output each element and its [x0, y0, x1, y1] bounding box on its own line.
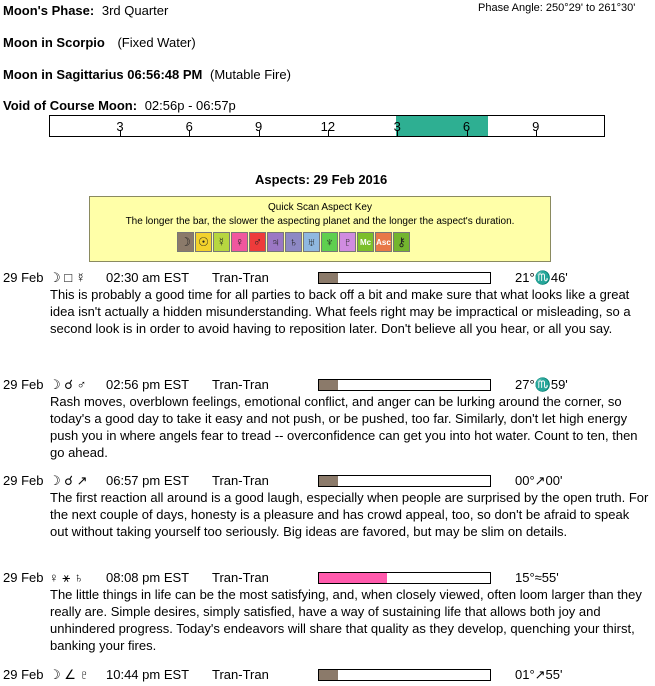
aspect-position: 27°♏59' — [515, 377, 568, 392]
void-of-course-value: 02:56p - 06:57p — [144, 98, 236, 113]
timeline-tick-label: 12 — [320, 119, 336, 134]
aspect-description: Rash moves, overblown feelings, emotional conflict, and anger can be lurking around the corner, so today's a good day to take it easy and not push, or be pushed, too far. Similarly, don't let high energy push you in where angels fear to tread -- overconfidence can get you into hot water. Count to ten, then go ahead. — [50, 394, 638, 460]
aspect-duration-bar — [318, 572, 491, 584]
aspect-kind: Tran-Tran — [212, 473, 269, 488]
uranus-icon: ♅ — [303, 232, 320, 252]
aspect-glyphs: ♀ ⚹ ♄ — [49, 570, 84, 585]
aspect-date: 29 Feb — [3, 473, 44, 488]
aspect-date: 29 Feb — [3, 667, 44, 682]
void-of-course — [3, 98, 236, 113]
aspect-glyphs: ☽ ☌ ♂ — [49, 377, 87, 392]
aspect-glyphs: ☽ □ ☿ — [49, 270, 86, 285]
timeline-tick-label: 6 — [462, 119, 471, 134]
aspect-key-description: The longer the bar, the slower the aspecting planet and the longer the aspect's duration. — [125, 216, 515, 227]
timeline-tick-label: 6 — [185, 119, 193, 134]
void-timeline — [49, 115, 605, 137]
ascendant-icon: Asc — [375, 232, 392, 252]
sun-icon: ☉ — [195, 232, 212, 252]
aspect-duration-fill — [319, 380, 338, 390]
timeline-tick-label: 3 — [116, 119, 124, 134]
moon-sign-first-detail: (Fixed Water) — [117, 35, 196, 50]
aspect-time: 02:56 pm EST — [106, 377, 190, 392]
aspect-glyphs: ☽ ☌ ↗ — [49, 473, 88, 488]
aspect-key-glyphs — [177, 232, 411, 252]
venus-icon: ♀ — [231, 232, 248, 252]
aspect-position: 01°↗55' — [515, 667, 563, 682]
aspect-date: 29 Feb — [3, 377, 44, 392]
midheaven-icon: Mc — [357, 232, 374, 252]
aspect-position: 00°↗00' — [515, 473, 563, 488]
aspect-kind: Tran-Tran — [212, 270, 269, 285]
aspect-position: 21°♏46' — [515, 270, 568, 285]
aspect-time: 10:44 pm EST — [106, 667, 190, 682]
aspect-duration-fill — [319, 273, 338, 283]
pluto-icon: ♇ — [339, 232, 356, 252]
aspect-duration-bar — [318, 272, 491, 284]
chiron-icon: ⚷ — [393, 232, 410, 252]
aspect-description: The first reaction all around is a good laugh, especially when people are surprised by the open truth. For the next couple of days, honesty is a pleasure and has crowd appeal, too, so don't be afraid to speak out without taking yourself too seriously. Big ideas are favored, but may be slim on details. — [50, 490, 649, 539]
neptune-icon: ♆ — [321, 232, 338, 252]
mercury-icon: ☿ — [213, 232, 230, 252]
moon-phase — [3, 3, 168, 18]
aspect-key — [89, 196, 551, 262]
aspect-key-title: Quick Scan Aspect Key — [268, 202, 372, 213]
aspects-title: Aspects: 29 Feb 2016 — [255, 172, 388, 187]
timeline-tick-label: 9 — [254, 119, 263, 134]
aspect-duration-bar — [318, 475, 491, 487]
aspect-time: 06:57 pm EST — [106, 473, 190, 488]
mars-icon: ♂ — [249, 232, 266, 252]
aspect-kind: Tran-Tran — [212, 667, 269, 682]
phase-angle: Phase Angle: 250°29' to 261°30' — [478, 2, 636, 14]
moon-phase-value: 3rd Quarter — [101, 3, 169, 18]
aspect-duration-bar — [318, 669, 491, 681]
aspect-duration-fill — [319, 573, 387, 583]
aspect-glyphs: ☽ ∠ ♇ — [49, 667, 90, 682]
moon-sign-second — [3, 67, 291, 82]
timeline-tick-label: 3 — [393, 119, 401, 134]
jupiter-icon: ♃ — [267, 232, 284, 252]
aspect-duration-fill — [319, 670, 338, 680]
aspect-duration-fill — [319, 476, 338, 486]
moon-sign-first — [3, 35, 196, 50]
aspect-duration-bar — [318, 379, 491, 391]
aspect-time: 02:30 am EST — [106, 270, 190, 285]
moon-sign-second-detail: (Mutable Fire) — [210, 67, 291, 82]
aspect-time: 08:08 pm EST — [106, 570, 190, 585]
aspect-kind: Tran-Tran — [212, 570, 269, 585]
aspect-date: 29 Feb — [3, 270, 44, 285]
saturn-icon: ♄ — [285, 232, 302, 252]
void-of-course-label: Void of Course Moon: — [3, 98, 138, 113]
moon-icon: ☽ — [177, 232, 194, 252]
aspect-kind: Tran-Tran — [212, 377, 269, 392]
aspect-date: 29 Feb — [3, 570, 44, 585]
void-span — [393, 116, 489, 136]
aspect-description: The little things in life can be the most satisfying, and, when closely viewed, often loom larger than they really are. Simple desires, simply satisfied, have a way of sustaining life that allows both joy and unhindered progress. Today's endeavors will share that quality as they develop, quenching your thirst, banking your fires. — [50, 587, 642, 653]
timeline-tick-label: 9 — [532, 119, 540, 134]
aspect-position: 15°≈55' — [515, 570, 559, 585]
moon-sign-first-label: Moon in Scorpio — [3, 35, 105, 50]
moon-sign-second-label: Moon in Sagittarius 06:56:48 PM — [3, 67, 203, 82]
moon-phase-label: Moon's Phase: — [3, 3, 95, 18]
aspect-description: This is probably a good time for all parties to back off a bit and make sure that what looks like a great idea isn't actually a hidden misunderstanding. What feels right may be impractical or misleading, so a second look is in order to avoid having to reposition later. Don't believe all you hear, or all you say. — [50, 287, 631, 336]
